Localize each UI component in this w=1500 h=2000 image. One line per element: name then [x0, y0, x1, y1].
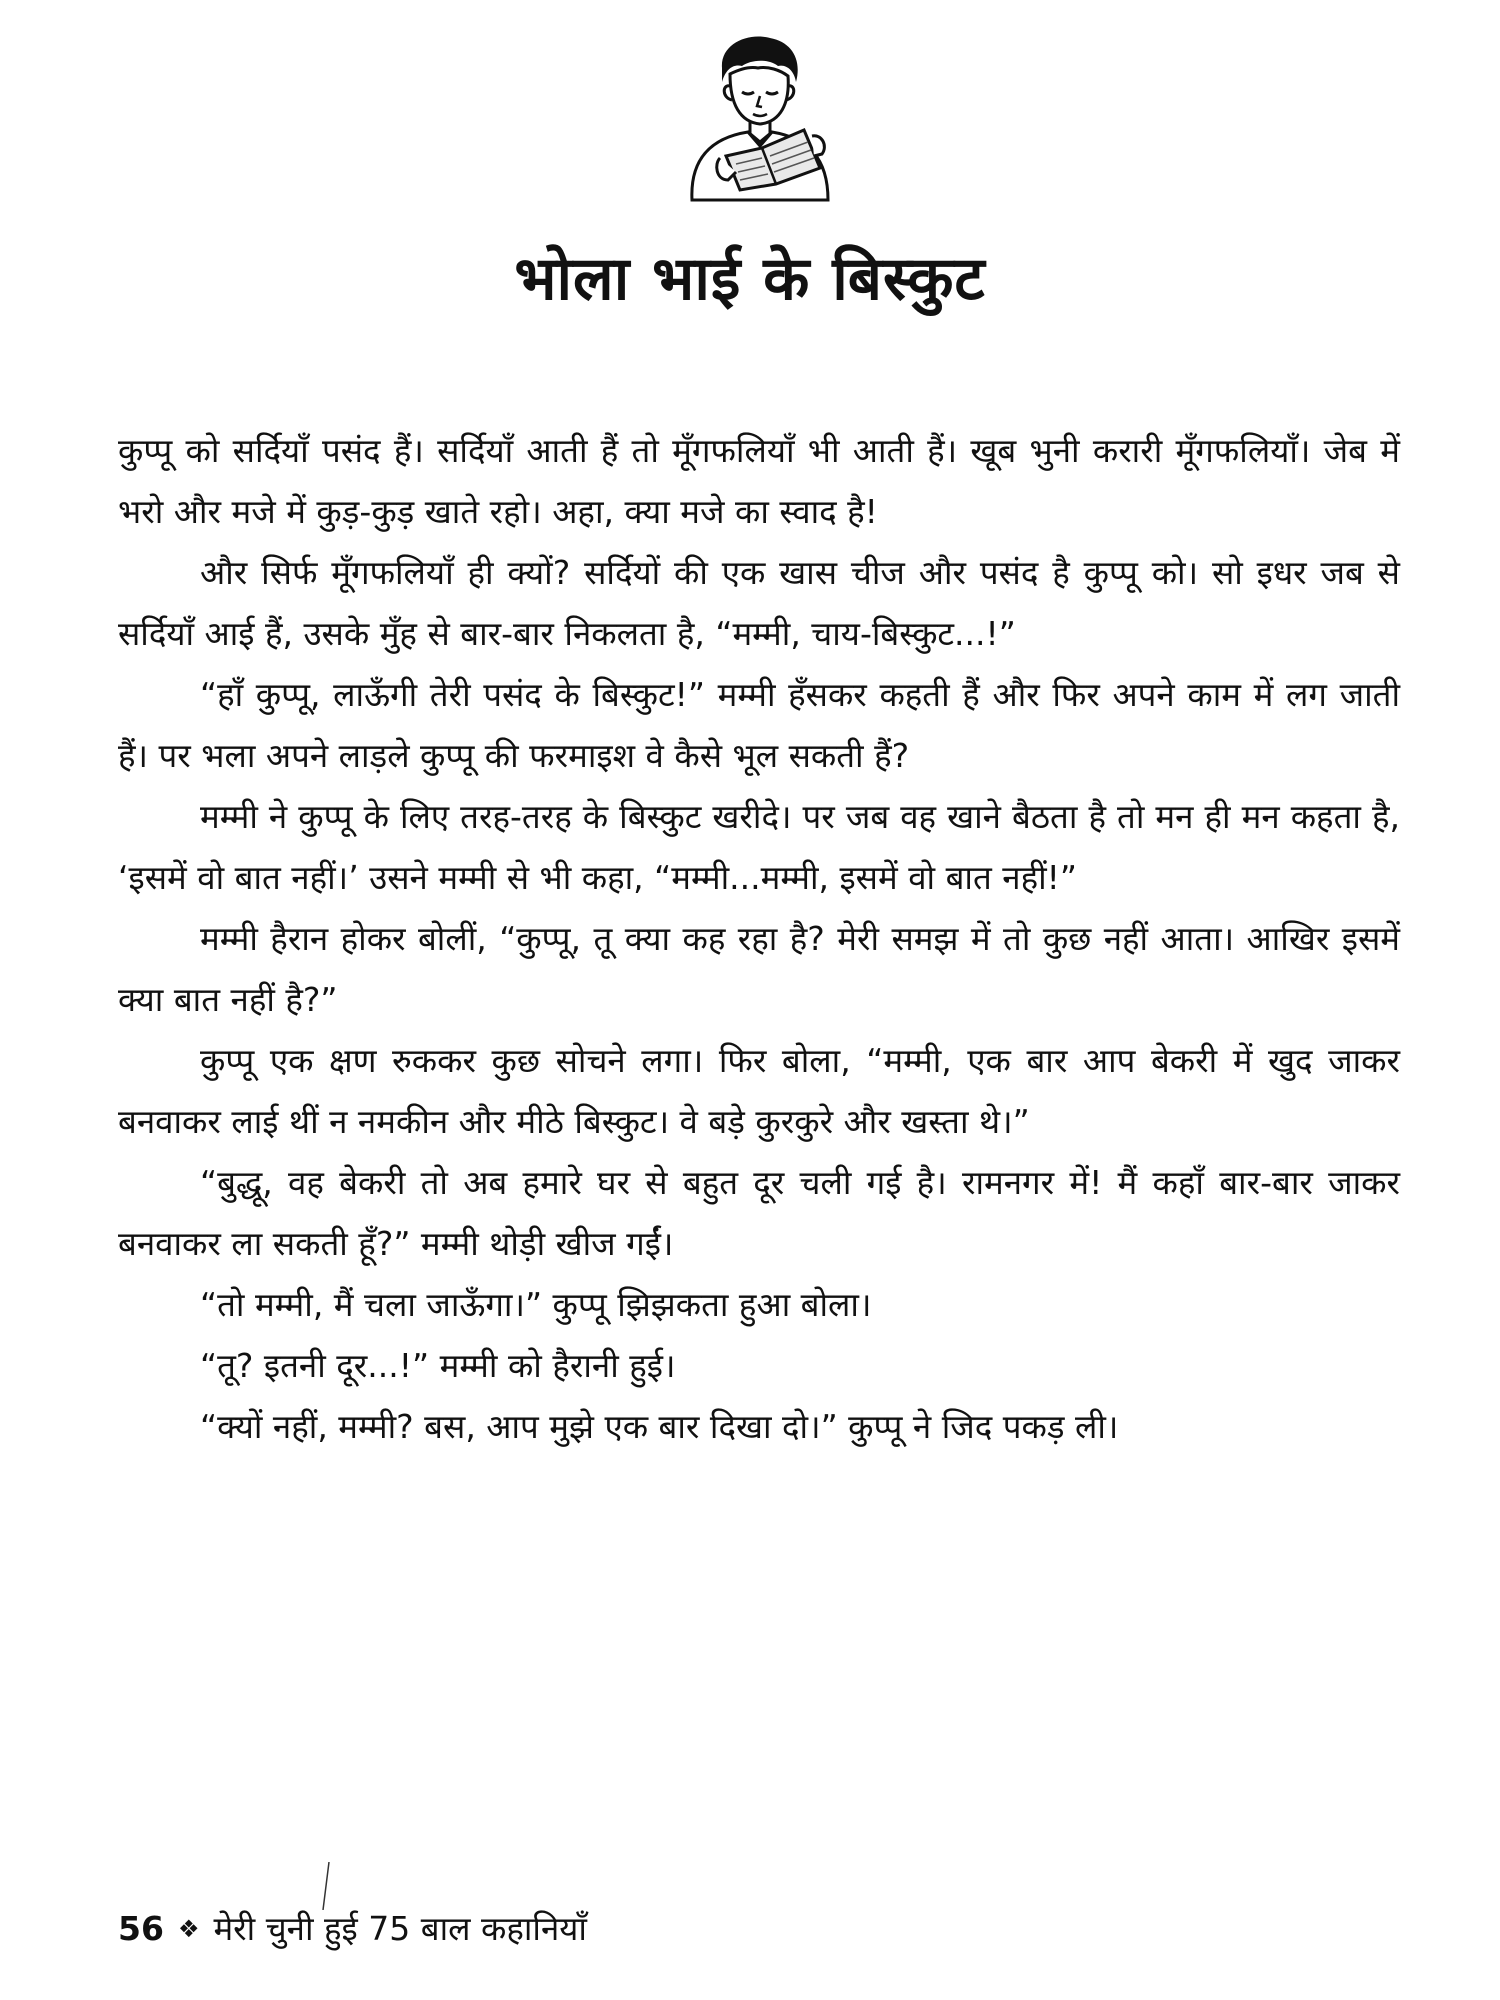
- story-paragraph: “बुद्धू, वह बेकरी तो अब हमारे घर से बहुत दूर चली गई है। रामनगर में! मैं कहाँ बार-बार जाकर बनवाकर ला सकती हूँ?” मम्मी थोड़ी खीज गईं।: [118, 1163, 1400, 1263]
- page-title: भोला भाई के बिस्कुट: [514, 244, 986, 314]
- story-paragraph: “क्यों नहीं, मम्मी? बस, आप मुझे एक बार दिखा दो।” कुप्पू ने जिद पकड़ ली।: [200, 1407, 1119, 1446]
- page-footer: [118, 1905, 587, 1950]
- diamond-separator-icon: ❖: [177, 1915, 200, 1943]
- book-title: मेरी चुनी हुई 75 बाल कहानियाँ: [213, 1909, 587, 1948]
- story-paragraph: “तो मम्मी, मैं चला जाऊँगा।” कुप्पू झिझकता हुआ बोला।: [200, 1285, 872, 1324]
- story-paragraph: मम्मी ने कुप्पू के लिए तरह-तरह के बिस्कुट खरीदे। पर जब वह खाने बैठता है तो मन ही मन कहता है, ‘इसमें वो बात नहीं।’ उसने मम्मी से भी कहा, “मम्मी...मम्मी, इसमें वो बात नहीं!”: [118, 797, 1400, 897]
- boy-reading-book-icon: [670, 30, 845, 205]
- scan-mark: [322, 1862, 330, 1910]
- page-number: 56: [118, 1909, 164, 1948]
- story-text: [118, 420, 1400, 1457]
- story-paragraph: कुप्पू एक क्षण रुककर कुछ सोचने लगा। फिर बोला, “मम्मी, एक बार आप बेकरी में खुद जाकर बनवाकर लाई थीं न नमकीन और मीठे बिस्कुट। वे बड़े कुरकुरे और खस्ता थे।”: [118, 1041, 1400, 1141]
- story-paragraph: “हाँ कुप्पू, लाऊँगी तेरी पसंद के बिस्कुट!” मम्मी हँसकर कहती हैं और फिर अपने काम में लग जाती हैं। पर भला अपने लाड़ले कुप्पू की फरमाइश वे कैसे भूल सकती हैं?: [118, 675, 1400, 775]
- story-paragraph: मम्मी हैरान होकर बोलीं, “कुप्पू, तू क्या कह रहा है? मेरी समझ में तो कुछ नहीं आता। आखिर इसमें क्या बात नहीं है?”: [118, 919, 1400, 1019]
- story-paragraph: और सिर्फ मूँगफलियाँ ही क्यों? सर्दियों की एक खास चीज और पसंद है कुप्पू को। सो इधर जब से सर्दियाँ आई हैं, उसके मुँह से बार-बार निकलता है, “मम्मी, चाय-बिस्कुट...!”: [118, 553, 1400, 653]
- story-paragraph: “तू? इतनी दूर...!” मम्मी को हैरानी हुई।: [200, 1346, 676, 1385]
- story-paragraph: कुप्पू को सर्दियाँ पसंद हैं। सर्दियाँ आती हैं तो मूँगफलियाँ भी आती हैं। खूब भुनी करारी मूँगफलियाँ। जेब में भरो और मजे में कुड़-कुड़ खाते रहो। अहा, क्या मजे का स्वाद है!: [118, 431, 1400, 531]
